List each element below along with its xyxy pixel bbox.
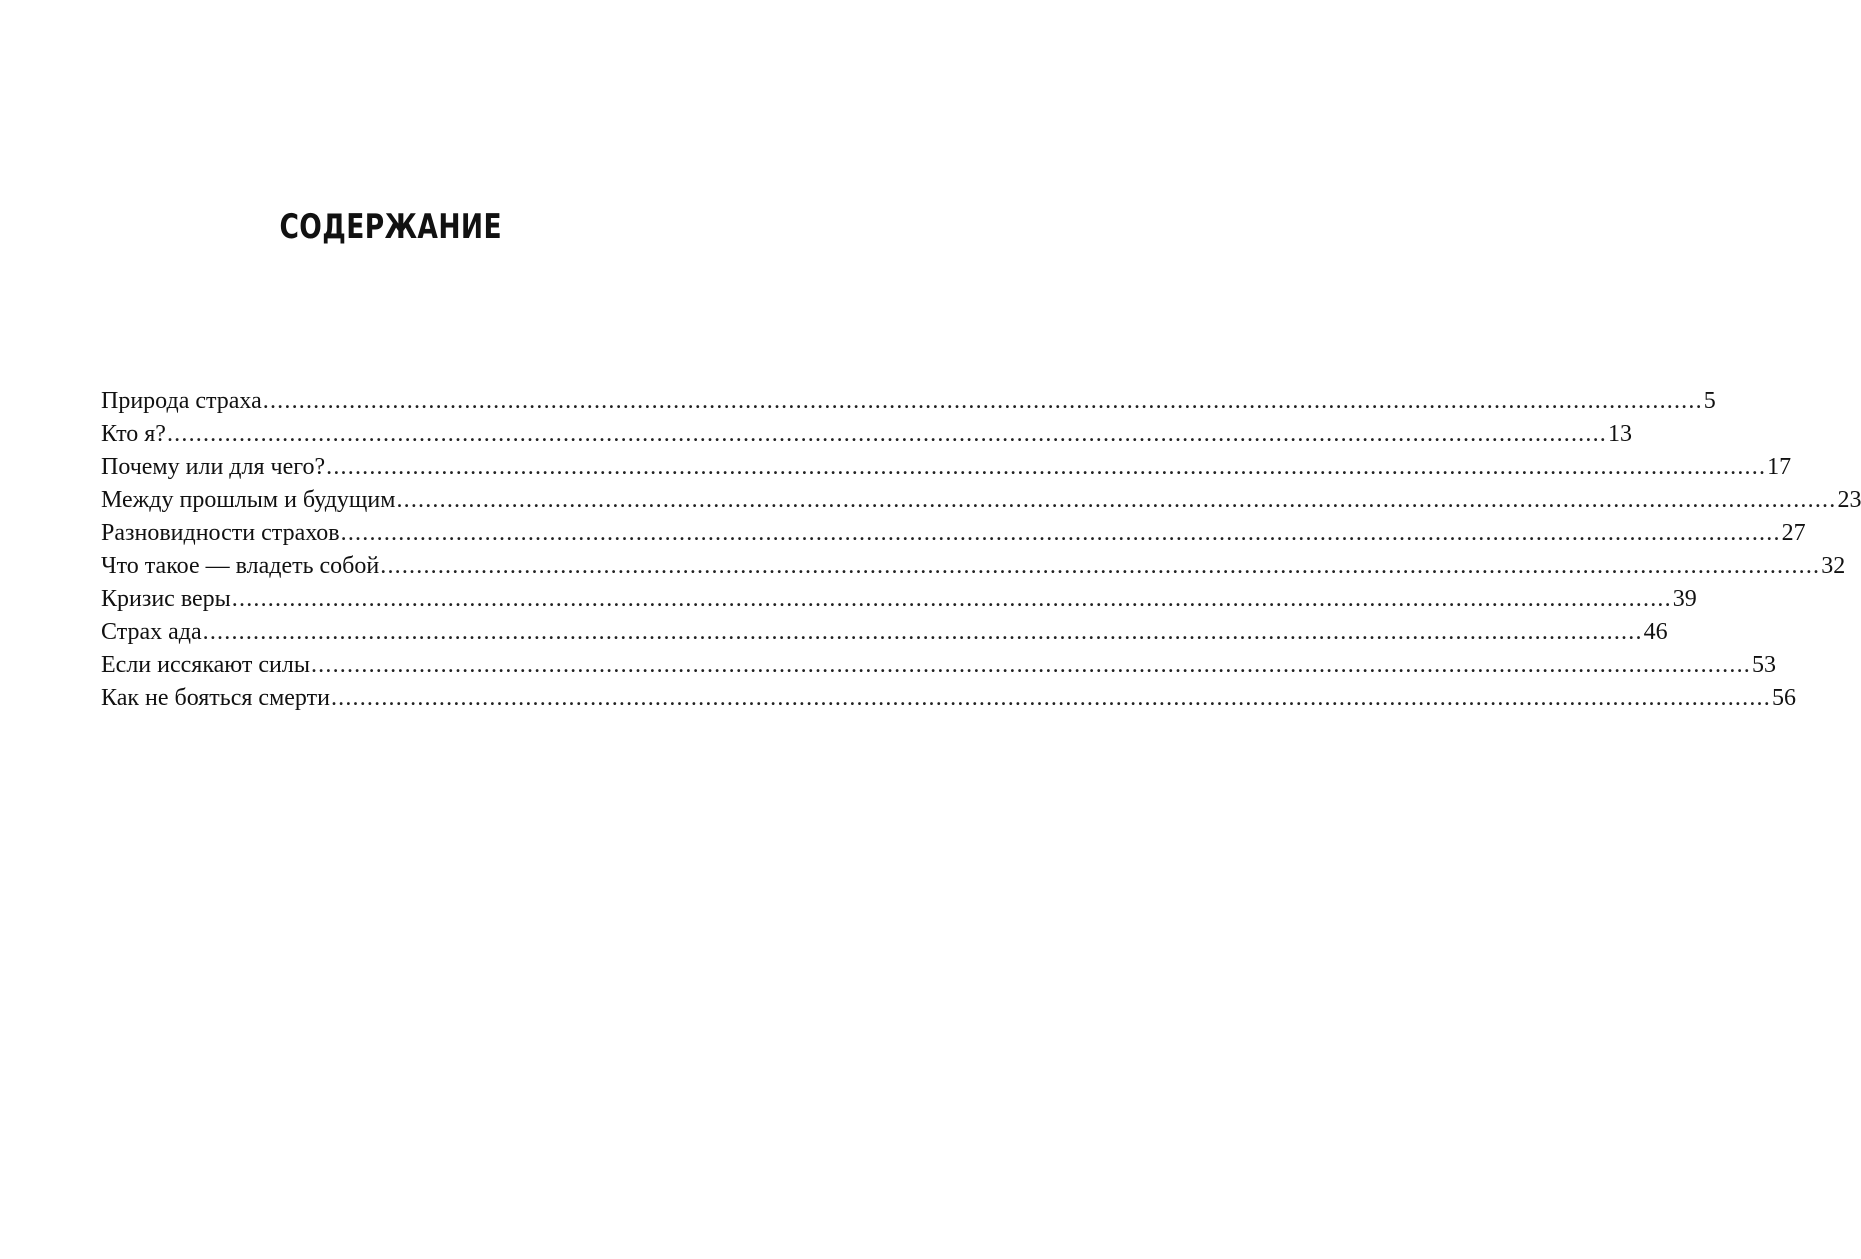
dot-leader: ........................................................................................................................................................................................................ [231, 586, 1672, 612]
dot-leader: ........................................................................................................................................................................................................ [326, 454, 1767, 480]
toc-entry-title: Как не бояться смерти [101, 685, 330, 711]
toc-entry-title: Кто я? [101, 421, 166, 447]
toc-entry-title: Почему или для чего? [101, 454, 326, 480]
dot-leader: ........................................................................................................................................................................................................ [396, 487, 1837, 513]
dot-leader: ........................................................................................................................................................................................................ [202, 619, 1643, 645]
toc-entry-title: Что такое — владеть собой [101, 553, 380, 579]
dot-leader: ........................................................................................................................................................................................................ [380, 553, 1821, 579]
dot-leader: ........................................................................................................................................................................................................ [262, 388, 1703, 414]
toc-entry-page: 39 [1672, 586, 1697, 612]
toc-entry-title: Кризис веры [101, 586, 231, 612]
toc-entry-page: 17 [1767, 454, 1792, 480]
toc-entry-title: Между прошлым и будущим [101, 487, 396, 513]
dot-leader: ........................................................................................................................................................................................................ [310, 652, 1751, 678]
dot-leader: ........................................................................................................................................................................................................ [166, 421, 1607, 447]
toc-entry[interactable] [101, 682, 1796, 715]
toc-entry-page: 53 [1751, 652, 1776, 678]
toc-entry-title: Разновидности страхов [101, 520, 340, 546]
toc-entry[interactable] [101, 550, 1846, 583]
toc-entry-title: Если иссякают силы [101, 652, 310, 678]
toc-entry-page: 23 [1837, 487, 1861, 513]
toc-entry[interactable] [101, 649, 1776, 682]
toc-entry-page: 56 [1771, 685, 1796, 711]
table-of-contents [101, 385, 1861, 715]
toc-entry[interactable] [101, 517, 1806, 550]
toc-entry-title: Природа страха [101, 388, 262, 414]
toc-entry[interactable] [101, 484, 1861, 517]
toc-entry-page: 46 [1643, 619, 1668, 645]
dot-leader: ........................................................................................................................................................................................................ [340, 520, 1781, 546]
toc-entry-page: 27 [1781, 520, 1806, 546]
toc-entry[interactable] [101, 616, 1668, 649]
toc-entry[interactable] [101, 418, 1632, 451]
toc-entry-page: 32 [1821, 553, 1846, 579]
toc-entry[interactable] [101, 583, 1697, 616]
page-title: СОДЕРЖАНИЕ [279, 207, 503, 247]
dot-leader: ........................................................................................................................................................................................................ [330, 685, 1771, 711]
toc-entry-page: 13 [1607, 421, 1632, 447]
toc-entry-title: Страх ада [101, 619, 202, 645]
toc-entry-page: 5 [1703, 388, 1716, 414]
toc-entry[interactable] [101, 385, 1716, 418]
toc-entry[interactable] [101, 451, 1792, 484]
